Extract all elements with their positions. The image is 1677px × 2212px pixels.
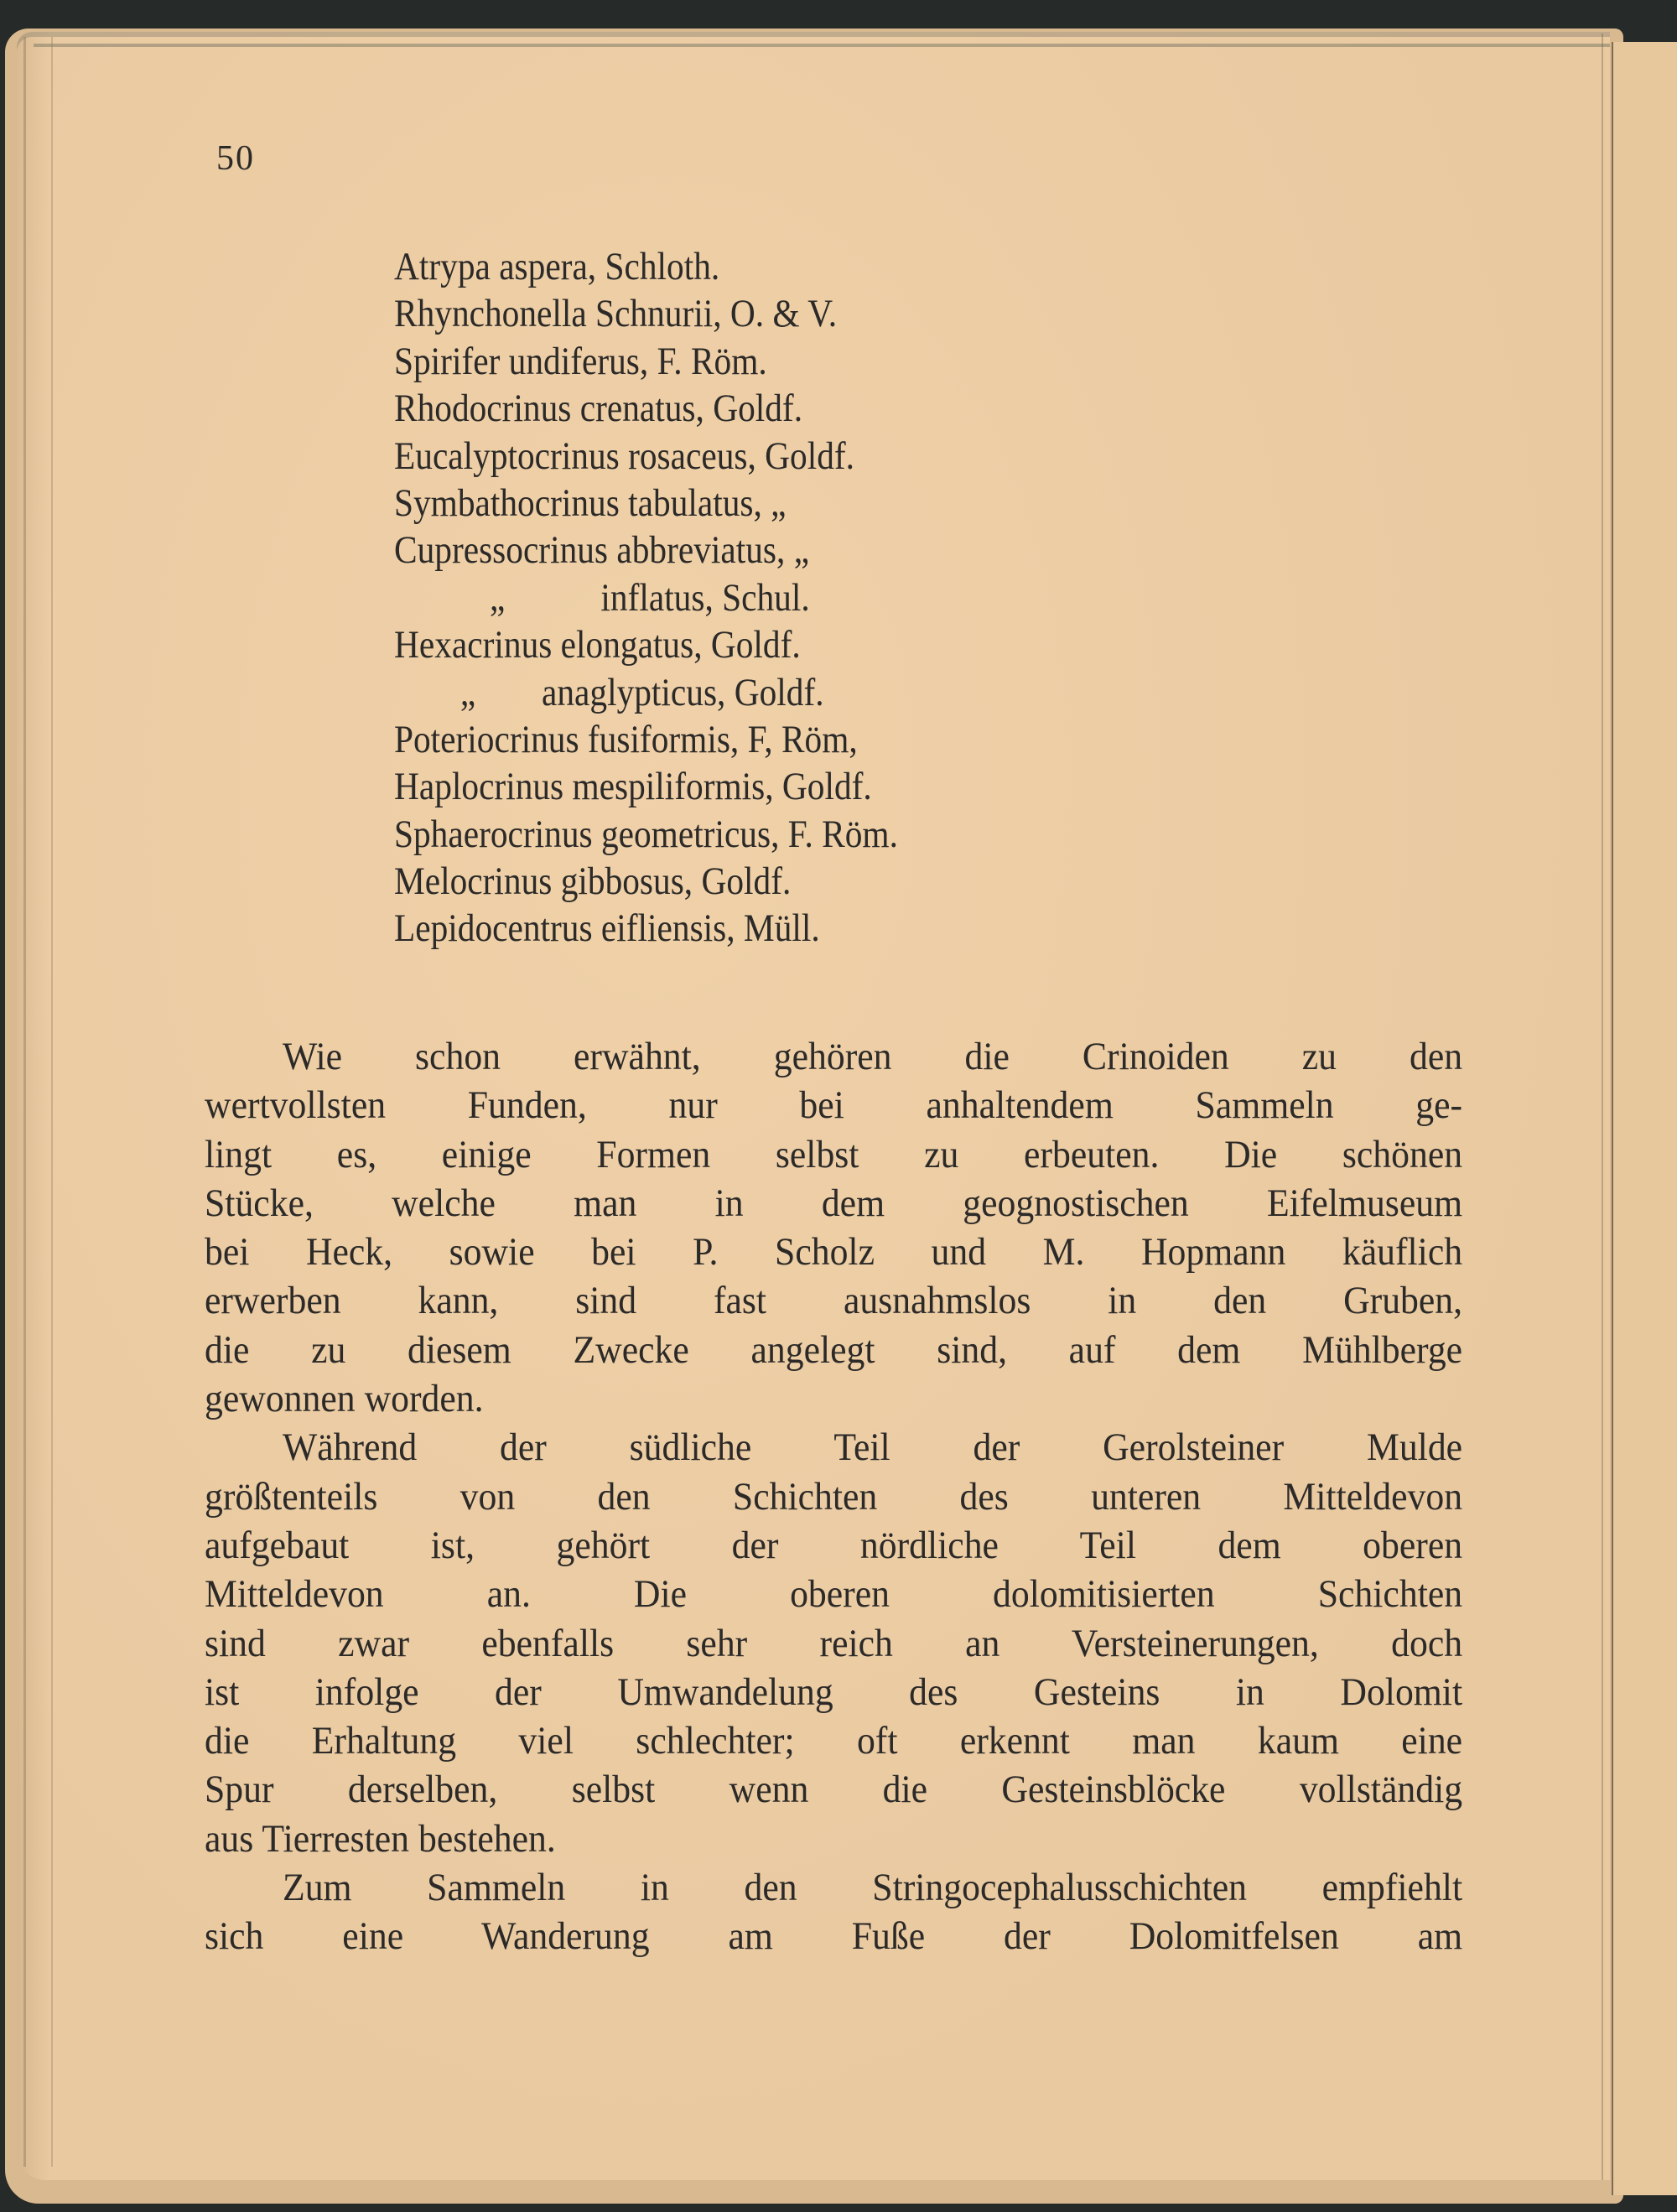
text-line: erwerben kann, sind fast ausnahmslos in den Gruben, bbox=[205, 1279, 1463, 1323]
species-item: Lepidocentrus eifliensis, Müll. bbox=[394, 906, 820, 951]
species-item: Hexacrinus elongatus, Goldf. bbox=[394, 623, 801, 667]
species-item: Rhynchonella Schnurii, O. & V. bbox=[394, 292, 838, 336]
body-text bbox=[205, 1032, 1462, 1961]
text-line: gewonnen worden. bbox=[205, 1377, 484, 1421]
text-line: größtenteils von den Schichten des unteren Mitteldevon bbox=[205, 1474, 1463, 1519]
species-item: Haplocrinus mespiliformis, Goldf. bbox=[394, 765, 872, 809]
species-item: Atrypa aspera, Schloth. bbox=[394, 245, 720, 288]
text-line: Mitteldevon an. Die oberen dolomitisierten Schichten bbox=[205, 1572, 1463, 1617]
text-line: Spur derselben, selbst wenn die Gesteinsblöcke vollständig bbox=[205, 1768, 1463, 1812]
species-item: Symbathocrinus tabulatus, „ bbox=[394, 480, 787, 525]
species-item: Cupressocrinus abbreviatus, „ bbox=[394, 528, 810, 573]
text-line: lingt es, einige Formen selbst zu erbeuten. Die schönen bbox=[205, 1132, 1463, 1176]
text-line: Stücke, welche man in dem geognostischen Eifelmuseum bbox=[205, 1181, 1463, 1225]
ditto-mark: „ bbox=[490, 575, 506, 620]
text-line: sich eine Wanderung am Fuße der Dolomitfelsen am bbox=[205, 1914, 1463, 1959]
species-item: Rhodocrinus crenatus, Goldf. bbox=[394, 387, 803, 431]
ditto-mark: „ bbox=[459, 670, 476, 714]
text-line: sind zwar ebenfalls sehr reich an Versteinerungen, doch bbox=[205, 1621, 1463, 1665]
page-number: 50 bbox=[216, 139, 255, 178]
paragraph-crinoiden bbox=[205, 1032, 1462, 1423]
text-line: Zum Sammeln in den Stringocephalusschichten empfiehlt bbox=[283, 1866, 1463, 1910]
paragraph-stringocephalus bbox=[205, 1863, 1462, 1961]
species-item: Eucalyptocrinus rosaceus, Goldf. bbox=[394, 434, 855, 478]
text-line: Wie schon erwähnt, gehören die Crinoiden zu den bbox=[283, 1035, 1463, 1078]
text-line: ist infolge der Umwandelung des Gesteins in Dolomit bbox=[205, 1669, 1463, 1714]
species-item: Melocrinus gibbosus, Goldf. bbox=[394, 859, 792, 904]
text-line: Während der südliche Teil der Gerolsteiner Mulde bbox=[283, 1425, 1463, 1470]
text-line: aufgebaut ist, gehört der nördliche Teil dem oberen bbox=[205, 1523, 1463, 1567]
text-line: die Erhaltung viel schlechter; oft erkennt man kaum eine bbox=[205, 1719, 1463, 1763]
species-item: Sphaerocrinus geometricus, F. Röm. bbox=[394, 812, 898, 856]
species-item: „ inflatus, Schul. bbox=[394, 574, 898, 621]
species-item: Poteriocrinus fusiformis, F, Röm, bbox=[394, 717, 858, 761]
text-line: wertvollsten Funden, nur bei anhaltendem Sammeln ge- bbox=[205, 1083, 1463, 1128]
text-line: die zu diesem Zwecke angelegt sind, auf dem Mühlberge bbox=[205, 1327, 1463, 1372]
text-line: bei Heck, sowie bei P. Scholz und M. Hopmann käuflich bbox=[205, 1230, 1463, 1275]
text-line: aus Tierresten bestehen. bbox=[205, 1816, 556, 1861]
species-item: „ anaglypticus, Goldf. bbox=[394, 669, 898, 716]
paragraph-gerolsteiner-mulde bbox=[205, 1423, 1462, 1863]
species-item: Spirifer undiferus, F. Röm. bbox=[394, 339, 767, 383]
species-list bbox=[394, 243, 898, 953]
